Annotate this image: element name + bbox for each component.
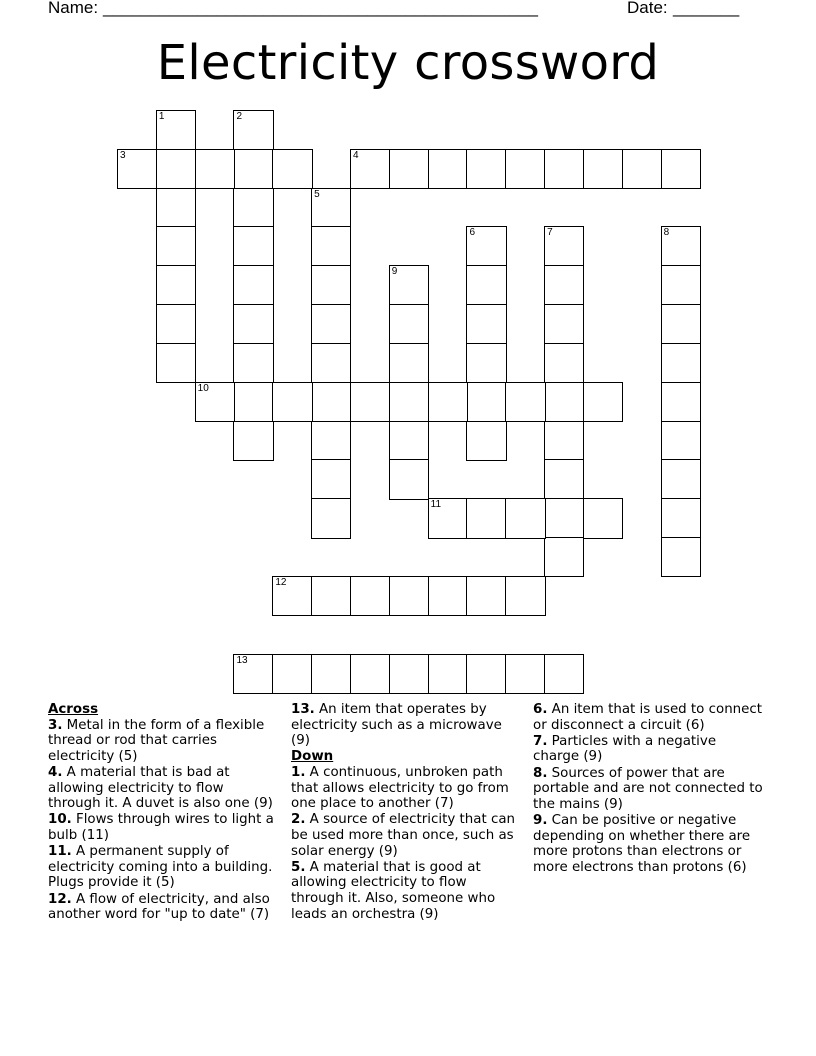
clue-text: A permanent supply of electricity coming into a building. Plugs provide it (5): [48, 844, 273, 891]
crossword-cell[interactable]: [156, 304, 196, 344]
clue-number: 3.: [48, 717, 63, 733]
across-heading: Across: [48, 702, 99, 717]
crossword-cell[interactable]: [311, 226, 351, 266]
crossword-cell[interactable]: [156, 265, 196, 305]
crossword-cell[interactable]: [389, 654, 429, 694]
clue-number: 7.: [533, 733, 548, 749]
crossword-cell[interactable]: [544, 459, 584, 499]
crossword-cell[interactable]: [156, 110, 196, 150]
crossword-cell[interactable]: [156, 226, 196, 266]
page-title: Electricity crossword: [156, 35, 660, 91]
clue-number: 13.: [291, 702, 315, 717]
crossword-cell[interactable]: [466, 382, 506, 422]
clue-number-label: 9: [391, 266, 398, 278]
clue-item: [533, 734, 765, 765]
crossword-cell[interactable]: [661, 537, 701, 577]
crossword-cell[interactable]: [233, 149, 273, 189]
crossword-cell[interactable]: [466, 498, 506, 538]
clue-item: [291, 702, 523, 749]
crossword-cell[interactable]: [311, 498, 351, 538]
crossword-cell[interactable]: [350, 382, 390, 422]
crossword-cell[interactable]: [389, 149, 429, 189]
crossword-cell[interactable]: [389, 421, 429, 461]
crossword-cell[interactable]: [505, 382, 545, 422]
crossword-cell[interactable]: [544, 343, 584, 383]
clue-number-label: 12: [275, 576, 287, 588]
crossword-cell[interactable]: [583, 149, 623, 189]
crossword-cell[interactable]: [544, 654, 584, 694]
crossword-cell[interactable]: [350, 149, 390, 189]
crossword-cell[interactable]: [350, 576, 390, 616]
crossword-cell[interactable]: [505, 576, 545, 616]
clue-item: [48, 718, 280, 765]
crossword-cell[interactable]: [272, 576, 312, 616]
clue-number: 11.: [48, 844, 72, 860]
crossword-cell[interactable]: [544, 537, 584, 577]
clue-number-label: 13: [236, 654, 248, 666]
down-clue-list-continued: [533, 702, 765, 875]
clue-text: A continuous, unbroken path that allows electricity to go from one place to another (7): [291, 764, 509, 812]
crossword-cell[interactable]: [389, 576, 429, 616]
clue-text: An item that is used to connect or disconnect a circuit (6): [533, 702, 763, 733]
crossword-cell[interactable]: [233, 654, 273, 694]
crossword-cell[interactable]: [389, 459, 429, 499]
clue-item: [48, 892, 280, 923]
clue-item: [48, 812, 280, 843]
crossword-cell[interactable]: [311, 304, 351, 344]
clue-item: [291, 765, 523, 812]
crossword-cell[interactable]: [466, 576, 506, 616]
crossword-cell[interactable]: [311, 382, 351, 422]
clue-number: 1.: [291, 764, 306, 780]
crossword-cell[interactable]: [466, 343, 506, 383]
crossword-cell[interactable]: [233, 226, 273, 266]
clue-number: 12.: [48, 891, 72, 907]
crossword-cell[interactable]: [311, 421, 351, 461]
clue-text: A material that is bad at allowing electricity to flow through it. A duvet is also one (9): [48, 764, 273, 812]
crossword-cell[interactable]: [311, 576, 351, 616]
clue-text: Can be positive or negative depending on whether there are more protons than electrons or more electrons than protons (6): [533, 812, 751, 875]
crossword-cell[interactable]: [272, 654, 312, 694]
crossword-cell[interactable]: [661, 226, 701, 266]
crossword-cell[interactable]: [661, 382, 701, 422]
clue-number: 5.: [291, 859, 306, 875]
crossword-cell[interactable]: [661, 343, 701, 383]
crossword-cell[interactable]: [195, 382, 235, 422]
clue-number: 4.: [48, 764, 63, 780]
across-clue-list-continued: [291, 702, 523, 749]
crossword-cell[interactable]: [428, 149, 468, 189]
crossword-cell[interactable]: [389, 265, 429, 305]
clue-number: 8.: [533, 765, 548, 781]
crossword-cell[interactable]: [195, 149, 235, 189]
clue-number-label: 2: [236, 111, 243, 122]
crossword-cell[interactable]: [233, 382, 273, 422]
crossword-cell[interactable]: [311, 654, 351, 694]
crossword-cell[interactable]: [428, 382, 468, 422]
crossword-cell[interactable]: [272, 382, 312, 422]
crossword-cell[interactable]: [466, 265, 506, 305]
down-clue-list: [291, 765, 523, 922]
clue-number-label: 8: [663, 227, 670, 239]
clue-item: [533, 813, 765, 875]
clue-item: [291, 812, 523, 859]
clue-number-label: 4: [352, 149, 359, 161]
clue-text: A source of electricity that can be used more than once, such as solar energy (9): [291, 812, 516, 859]
crossword-cell[interactable]: [350, 654, 390, 694]
clue-text: Metal in the form of a flexible thread or rod that carries electricity (5): [48, 717, 265, 764]
crossword-cell[interactable]: [544, 498, 584, 538]
clue-item: [48, 844, 280, 891]
clue-text: An item that operates by electricity such as a microwave (9): [291, 702, 502, 749]
crossword-cell[interactable]: [466, 149, 506, 189]
crossword-cell[interactable]: [505, 498, 545, 538]
clue-number: 2.: [291, 812, 306, 828]
crossword-cell[interactable]: [583, 498, 623, 538]
crossword-cell[interactable]: [311, 343, 351, 383]
crossword-cell[interactable]: [233, 265, 273, 305]
crossword-cell[interactable]: [311, 188, 351, 228]
clue-number: 10.: [48, 812, 72, 828]
crossword-cell[interactable]: [661, 149, 701, 189]
crossword-cell[interactable]: [505, 654, 545, 694]
crossword-cell[interactable]: [661, 459, 701, 499]
crossword-cell[interactable]: [583, 382, 623, 422]
crossword-cell[interactable]: [311, 265, 351, 305]
clue-number: 9.: [533, 812, 548, 828]
clue-number: 6.: [533, 702, 548, 717]
clue-text: A flow of electricity, and also another word for "up to date" (7): [48, 891, 270, 923]
clue-text: A material that is good at allowing electricity to flow through it. Also, someone who leads an orchestra (9): [291, 859, 496, 922]
crossword-cell[interactable]: [156, 188, 196, 228]
clue-item: [533, 702, 765, 733]
crossword-cell[interactable]: [428, 576, 468, 616]
crossword-cell[interactable]: [466, 226, 506, 266]
crossword-cell[interactable]: [389, 343, 429, 383]
name-label: Name:: [48, 0, 99, 17]
clues-column-2: [291, 702, 523, 923]
crossword-cell[interactable]: [389, 382, 429, 422]
crossword-cell[interactable]: [272, 149, 312, 189]
clue-number-label: 11: [430, 499, 442, 511]
clues-column-3: [533, 702, 765, 876]
crossword-cell[interactable]: [428, 654, 468, 694]
clue-number-label: 10: [197, 382, 209, 394]
clue-text: Particles with a negative charge (9): [533, 733, 717, 765]
crossword-cell[interactable]: [544, 265, 584, 305]
date-blank-line: _______: [673, 0, 740, 17]
crossword-cell[interactable]: [544, 421, 584, 461]
crossword-cell[interactable]: [117, 149, 157, 189]
clue-item: [533, 766, 765, 813]
crossword-cell[interactable]: [661, 304, 701, 344]
crossword-cell[interactable]: [544, 226, 584, 266]
clue-item: [291, 860, 523, 922]
crossword-cell[interactable]: [505, 149, 545, 189]
crossword-cell[interactable]: [466, 654, 506, 694]
across-clue-list: [48, 718, 280, 923]
name-blank-line: ______________________________________________: [103, 0, 538, 17]
crossword-cell[interactable]: [661, 498, 701, 538]
clue-text: Sources of power that are portable and are not connected to the mains (9): [533, 765, 763, 812]
clue-text: Flows through wires to light a bulb (11): [48, 812, 274, 843]
crossword-cell[interactable]: [156, 149, 196, 189]
crossword-cell[interactable]: [466, 304, 506, 344]
clue-number-label: 6: [469, 227, 476, 239]
clues-column-1: [48, 702, 280, 923]
crossword-cell[interactable]: [233, 304, 273, 344]
clue-item: [48, 765, 280, 812]
clue-number-label: 3: [120, 149, 126, 161]
crossword-cell[interactable]: [661, 265, 701, 305]
crossword-cell[interactable]: [466, 421, 506, 461]
crossword-cell[interactable]: [233, 188, 273, 228]
clue-number-label: 7: [547, 227, 553, 239]
crossword-cell[interactable]: [544, 304, 584, 344]
crossword-cell[interactable]: [661, 421, 701, 461]
crossword-cell[interactable]: [311, 459, 351, 499]
crossword-cell[interactable]: [428, 498, 468, 538]
date-label: Date:: [627, 0, 668, 17]
crossword-cell[interactable]: [233, 421, 273, 461]
crossword-cell[interactable]: [233, 343, 273, 383]
crossword-cell[interactable]: [156, 343, 196, 383]
down-heading: Down: [291, 749, 334, 765]
crossword-cell[interactable]: [389, 304, 429, 344]
crossword-cell[interactable]: [544, 149, 584, 189]
crossword-cell[interactable]: [233, 110, 273, 150]
clue-number-label: 5: [314, 188, 320, 200]
crossword-cell[interactable]: [544, 382, 584, 422]
crossword-cell[interactable]: [622, 149, 662, 189]
clue-number-label: 1: [158, 111, 165, 122]
